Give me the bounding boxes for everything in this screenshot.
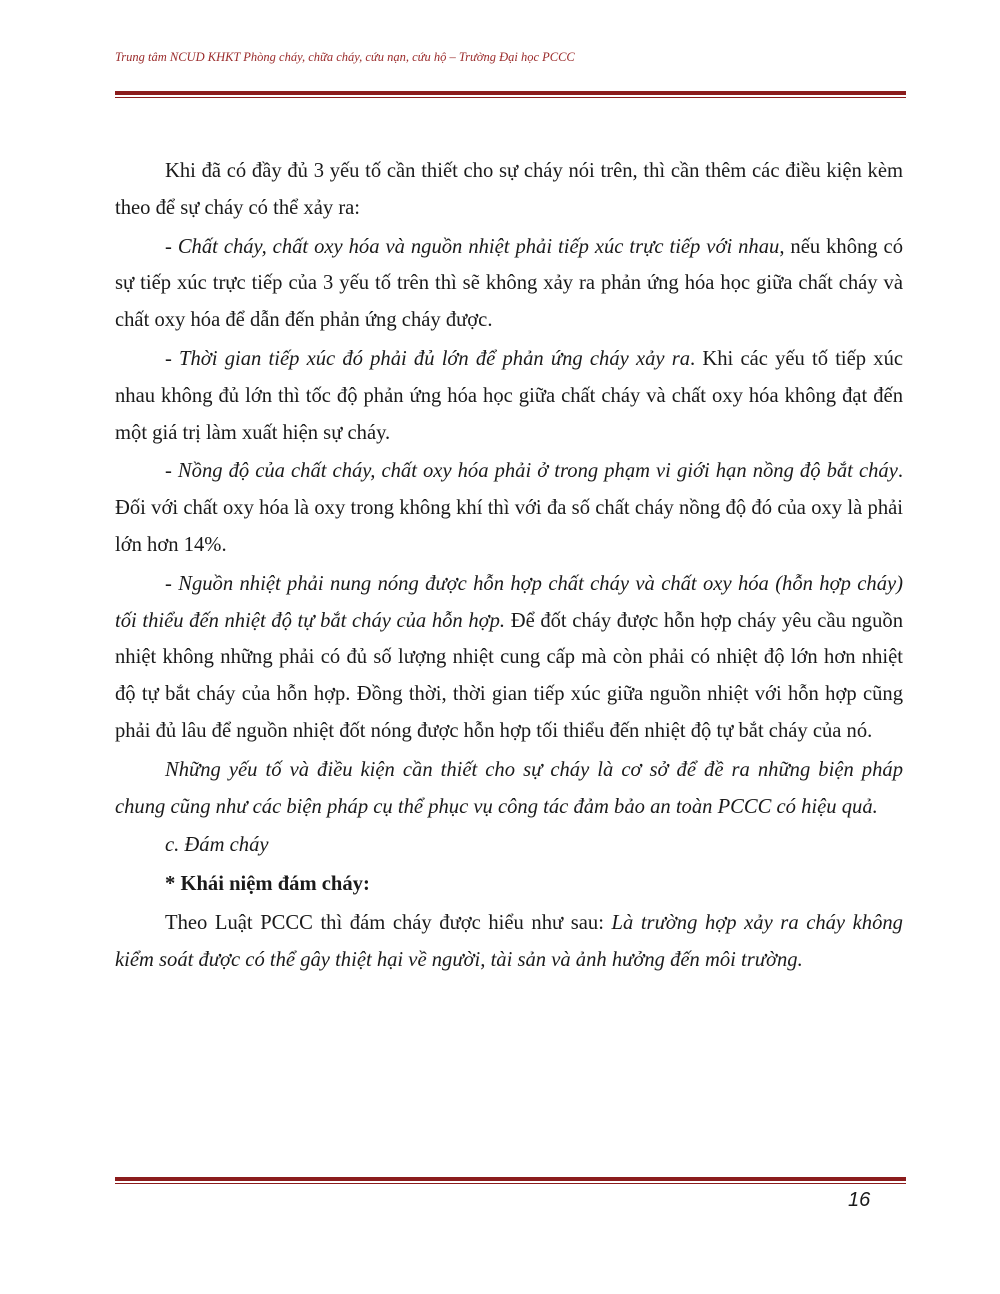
- section-heading-text: c. Đám cháy: [165, 834, 269, 857]
- definition-lead: Theo Luật PCCC thì đám cháy được hiểu như sau:: [165, 911, 612, 934]
- paragraph-condition-concentration: [115, 453, 903, 563]
- paragraph-conditions-intro: [115, 153, 903, 227]
- section-heading: [115, 827, 903, 864]
- condition-emphasis: - Thời gian tiếp xúc đó phải đủ lớn để phản ứng cháy xảy ra: [165, 347, 691, 370]
- running-header: Trung tâm NCUD KHKT Phòng cháy, chữa cháy, cứu nạn, cứu hộ – Trường Đại học PCCC: [115, 50, 575, 64]
- summary-text: Những yếu tố và điều kiện cần thiết cho sự cháy là cơ sở để đề ra những biện pháp chung cũng như các biện pháp cụ thể phục vụ công tác đảm bảo an toàn PCCC có hiệu quả.: [115, 758, 903, 818]
- condition-emphasis: - Chất cháy, chất oxy hóa và nguồn nhiệt phải tiếp xúc trực tiếp với nhau: [165, 235, 780, 258]
- condition-text: , nếu không có sự tiếp xúc trực tiếp của 3 yếu tố trên thì sẽ không xảy ra phản ứng hóa học giữa chất cháy và chất oxy hóa để dẫn đến phản ứng cháy được.: [115, 235, 903, 332]
- sub-heading: [115, 866, 903, 903]
- condition-text: . Đối với chất oxy hóa là oxy trong không khí thì với đa số chất cháy nồng độ đó của oxy là phải lớn hơn 14%.: [115, 460, 903, 556]
- paragraph-definition: [115, 905, 903, 979]
- condition-emphasis: - Nồng độ của chất cháy, chất oxy hóa phải ở trong phạm vi giới hạn nồng độ bắt cháy: [165, 460, 898, 483]
- paragraph-summary: [115, 752, 903, 826]
- condition-text: . Khi các yếu tố tiếp xúc nhau không đủ lớn thì tốc độ phản ứng hóa học giữa chất cháy và chất oxy hóa không đạt đến một giá trị làm xuất hiện sự cháy.: [115, 347, 903, 444]
- header-rule: [115, 91, 906, 98]
- condition-emphasis: - Nguồn nhiệt phải nung nóng được hỗn hợp chất cháy và chất oxy hóa (hỗn hợp cháy) tối thiểu đến nhiệt độ tự bắt cháy của hỗn hợp.: [115, 572, 903, 632]
- definition-text: Là trường hợp xảy ra cháy không kiểm soát được có thể gây thiệt hại về người, tài sản và ảnh hưởng đến môi trường.: [115, 911, 903, 971]
- paragraph-condition-contact: [115, 229, 903, 339]
- footer-rule: [115, 1177, 906, 1184]
- paragraph-text: Khi đã có đầy đủ 3 yếu tố cần thiết cho sự cháy nói trên, thì cần thêm các điều kiện kèm theo để sự cháy có thể xảy ra:: [115, 160, 903, 219]
- page-number: 16: [848, 1189, 871, 1211]
- paragraph-condition-time: [115, 341, 903, 451]
- condition-text: Để đốt cháy được hỗn hợp cháy yêu cầu nguồn nhiệt không những phải có đủ số lượng nhiệt cung cấp mà còn phải có nhiệt độ lớn hơn nhiệt độ tự bắt cháy của hỗn hợp. Đồng thời, thời gian tiếp xúc giữa nguồn nhiệt với hỗn hợp cũng phải đủ lâu để nguồn nhiệt đốt nóng được hỗn hợp tối thiểu đến nhiệt độ tự bắt cháy của nó.: [115, 609, 903, 742]
- paragraph-condition-heat: [115, 566, 903, 750]
- sub-heading-text: * Khái niệm đám cháy:: [165, 873, 370, 896]
- body-content: [115, 153, 903, 981]
